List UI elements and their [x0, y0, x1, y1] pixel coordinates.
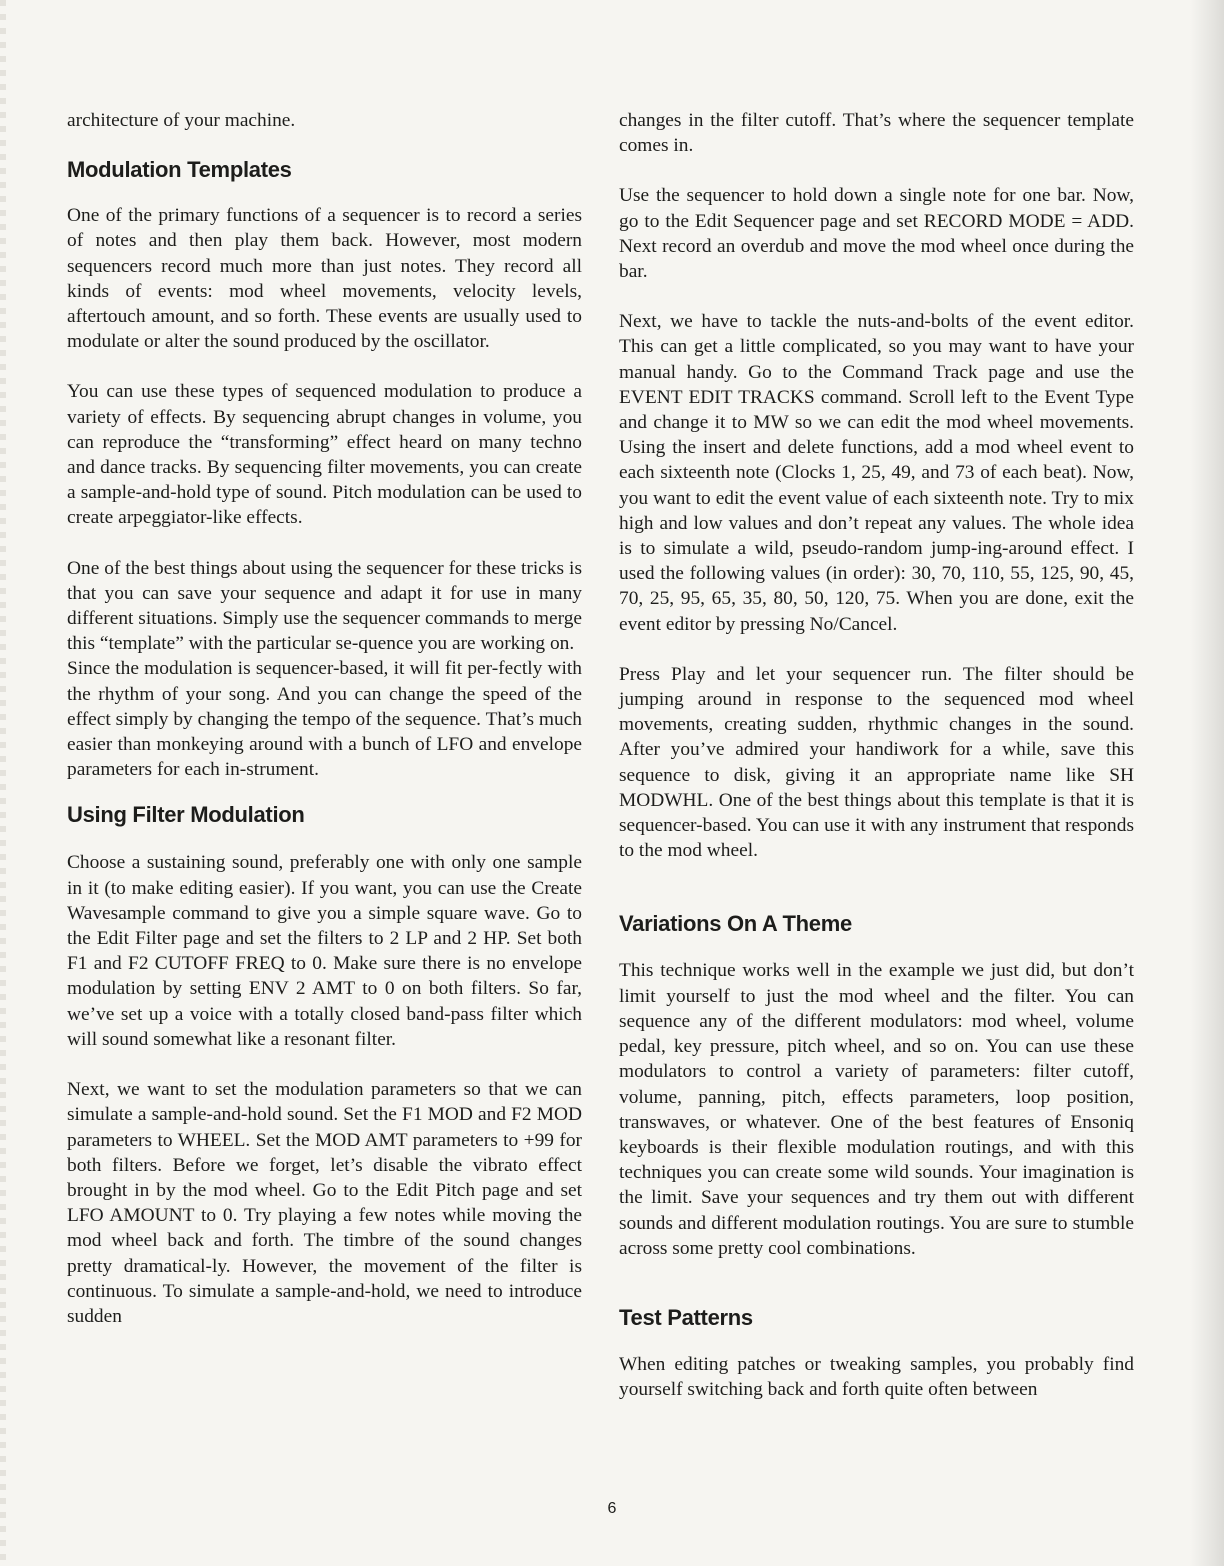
paragraph: One of the best things about using the sequencer for these tricks is that you can save your sequence and adapt it for use in many different situations. Simply use the sequencer commands to merge this “template” with the particular se-quence you are working on. — [67, 557, 582, 655]
intro-fragment: architecture of your machine. — [67, 110, 296, 131]
scan-edge-right — [1190, 0, 1224, 1566]
paragraph: When editing patches or tweaking samples, you probably find yourself switching back and forth quite often between — [619, 1353, 1134, 1401]
paragraph: changes in the filter cutoff. That’s where the sequencer template comes in. — [619, 110, 1134, 157]
heading-test-patterns: Test Patterns — [619, 1304, 753, 1330]
scan-edge-left — [0, 0, 6, 1566]
heading-modulation-templates: Modulation Templates — [67, 157, 292, 183]
paragraph: Next, we want to set the modulation parameters so that we can simulate a sample-and-hold sound. Set the F1 MOD and F2 MOD parameters to WHEEL. Set the MOD AMT parameters to +99 for both filters. Before we forget, let’s disable the vibrato effect brought in by the mod wheel. Go to the Edit Pitch page and set LFO AMOUNT to 0. Try playing a few notes while moving the mod wheel back and forth. The timbre of the sound changes pretty dramatical-ly. However, the movement of the filter is continuous. To simulate a sample-and-hold, we need to introduce sudden — [67, 1079, 582, 1327]
paragraph: Press Play and let your sequencer run. The filter should be jumping around in response to the sequenced mod wheel movements, creating sudden, rhythmic changes in the sound. After you’ve admired your handiwork for a while, save this sequence to disk, giving it an appropriate name like SH MODWHL. One of the best things about this template is that it is sequencer-based. You can use it with any instrument that responds to the mod wheel. — [619, 663, 1134, 862]
paragraph: This technique works well in the example we just did, but don’t limit yourself to just the mod wheel and the filter. You can sequence any of the different modulators: mod wheel, volume pedal, key pressure, pitch wheel, and so on. You can use these modulators to control a variety of parameters: filter cutoff, volume, panning, pitch, effects parameters, loop position, transwaves, or whatever. One of the best features of Ensoniq keyboards is their flexible modulation routings, and with this techniques you can create some wild sounds. Your imagination is the limit. Save your sequences and try them out with different sounds and different modulation routings. You are sure to stumble across some pretty cool combinations. — [619, 960, 1134, 1259]
paragraph: You can use these types of sequenced modulation to produce a variety of effects. By sequencing abrupt changes in volume, you can reproduce the “transforming” effect heard on many techno and dance tracks. By sequencing filter movements, you can create a sample-and-hold type of sound. Pitch modulation can be used to create arpeggiator-like effects. — [67, 381, 582, 529]
heading-variations-on-a-theme: Variations On A Theme — [619, 911, 852, 937]
paragraph: Next, we have to tackle the nuts-and-bolts of the event editor. This can get a little complicated, so you may want to have your manual handy. Go to the Command Track page and use the EVENT EDIT TRACKS command. Scroll left to the Event Type and change it to MW so we can edit the mod wheel movements. Using the insert and delete functions, add a mod wheel event to each sixteenth note (Clocks 1, 25, 49, and 73 of each beat). Now, you want to edit the event value of each sixteenth note. Try to mix high and low values and don’t repeat any values. The whole idea is to simulate a wild, pseudo-random jump-ing-around effect. I used the following values (in order): 30, 70, 110, 55, 125, 90, 45, 70, 25, 95, 65, 35, 80, 50, 120, 75. When you are done, exit the event editor by pressing No/Cancel. — [619, 311, 1134, 635]
paragraph: Choose a sustaining sound, preferably one with only one sample in it (to make editing easier). If you want, you can use the Create Wavesample command to give you a simple square wave. Go to the Edit Filter page and set the filters to 2 LP and 2 HP. Set both F1 and F2 CUTOFF FREQ to 0. Make sure there is no envelope modulation by setting ENV 2 AMT to 0 on both filters. So far, we’ve set up a voice with a totally closed band-pass filter which will sound somewhat like a resonant filter. — [67, 852, 582, 1050]
paragraph: Use the sequencer to hold down a single note for one bar. Now, go to the Edit Sequencer page and set RECORD MODE = ADD. Next record an overdub and move the mod wheel once during the bar. — [619, 185, 1134, 283]
page-number: 6 — [607, 1500, 617, 1517]
right-column — [619, 108, 1134, 1402]
paragraph: Since the modulation is sequencer-based, it will fit per-fectly with the rhythm of your song. And you can change the speed of the effect simply by changing the tempo of the sequence. That’s much easier than monkeying around with a bunch of LFO and envelope parameters for each in-strument. — [67, 658, 582, 781]
paragraph: One of the primary functions of a sequencer is to record a series of notes and then play them back. However, most modern sequencers record much more than just notes. They record all kinds of events: mod wheel movements, velocity levels, aftertouch amount, and so forth. These events are usually used to modulate or alter the sound produced by the oscillator. — [67, 205, 582, 353]
left-column — [67, 108, 582, 1329]
heading-using-filter-modulation: Using Filter Modulation — [67, 802, 305, 828]
